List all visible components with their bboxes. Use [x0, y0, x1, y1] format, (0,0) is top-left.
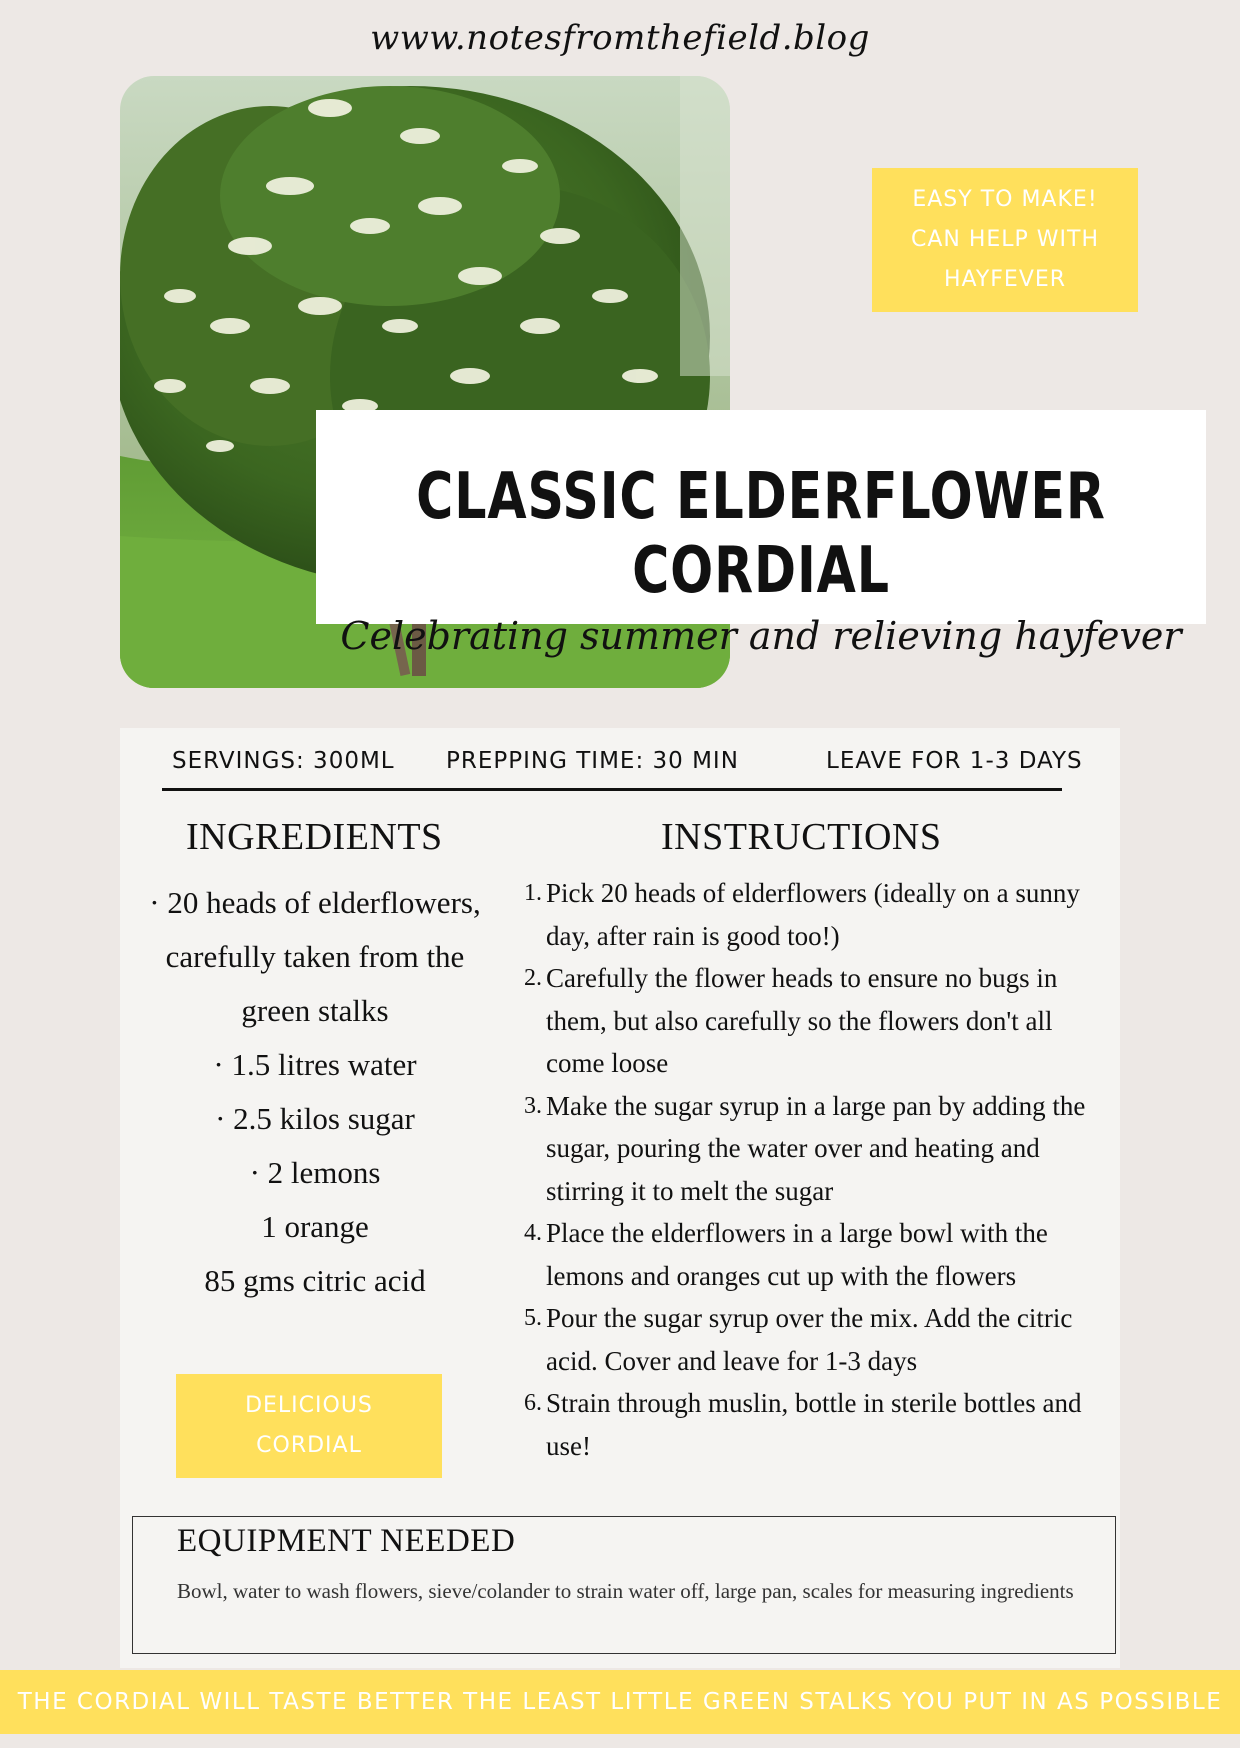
footer-banner: THE CORDIAL WILL TASTE BETTER THE LEAST LITTLE GREEN STALKS YOU PUT IN AS POSSIBLE — [0, 1670, 1240, 1734]
instruction-step — [514, 1382, 1104, 1467]
site-url: www.notesfromthefield.blog — [370, 18, 870, 58]
step-text: Pour the sugar syrup over the mix. Add the citric acid. Cover and leave for 1-3 days — [546, 1303, 1073, 1376]
step-number: 3. — [524, 1092, 542, 1119]
ingredients-heading: INGREDIENTS — [186, 816, 443, 858]
step-number: 5. — [524, 1305, 542, 1331]
badge-line: DELICIOUS — [245, 1393, 373, 1418]
step-number: 2. — [524, 965, 542, 991]
meta-divider — [162, 788, 1062, 791]
step-text: Strain through muslin, bottle in sterile bottles and use! — [546, 1388, 1082, 1461]
title-card — [316, 410, 1206, 658]
ingredient-line: · 2 lemons — [249, 1155, 381, 1190]
ingredient-line: carefully taken from the — [165, 939, 465, 974]
instruction-step — [514, 957, 1104, 1085]
delicious-cordial-badge — [176, 1374, 442, 1478]
step-number: 6. — [524, 1390, 542, 1416]
ingredients-list — [126, 876, 504, 1308]
prep-time-label: PREPPING TIME: 30 MIN — [446, 748, 739, 774]
ingredient-line: green stalks — [241, 993, 389, 1028]
step-number: 4. — [524, 1220, 542, 1246]
instructions-list — [514, 872, 1104, 1467]
ingredient-line: · 2.5 kilos sugar — [215, 1101, 415, 1136]
badge-line: EASY TO MAKE! — [912, 187, 1098, 212]
recipe-title: CLASSIC ELDERFLOWER CORDIAL — [416, 460, 1106, 608]
badge-line: CORDIAL — [256, 1433, 362, 1458]
step-number: 1. — [524, 880, 542, 906]
instruction-step — [514, 1212, 1104, 1297]
instruction-step — [514, 1297, 1104, 1382]
step-text: Place the elderflowers in a large bowl with the lemons and oranges cut up with the flowers — [546, 1218, 1048, 1291]
equipment-box — [132, 1516, 1116, 1654]
servings-label: SERVINGS: 300ML — [172, 748, 395, 774]
badge-line: HAYFEVER — [943, 267, 1067, 292]
leave-time-label: LEAVE FOR 1-3 DAYS — [826, 748, 1083, 774]
recipe-subtitle: Celebrating summer and relieving hayfever — [340, 614, 1182, 658]
equipment-heading: EQUIPMENT NEEDED — [177, 1523, 516, 1559]
ingredient-line: 1 orange — [261, 1209, 369, 1244]
ingredient-line: · 1.5 litres water — [213, 1047, 417, 1082]
equipment-text: Bowl, water to wash flowers, sieve/colander to strain water off, large pan, scales for measuring ingredients — [177, 1579, 1074, 1603]
step-text: Carefully the flower heads to ensure no bugs in them, but also carefully so the flowers don't all come loose — [546, 963, 1058, 1078]
instruction-step — [514, 1085, 1104, 1213]
badge-line: CAN HELP WITH — [910, 227, 1100, 252]
ingredient-line: · 20 heads of elderflowers, — [149, 885, 481, 920]
instructions-heading: INSTRUCTIONS — [661, 816, 942, 858]
easy-to-make-badge — [872, 168, 1138, 312]
instruction-step — [514, 872, 1104, 957]
ingredient-line: 85 gms citric acid — [204, 1263, 426, 1298]
step-text: Pick 20 heads of elderflowers (ideally on a sunny day, after rain is good too!) — [546, 878, 1080, 951]
step-text: Make the sugar syrup in a large pan by adding the sugar, pouring the water over and heating and stirring it to melt the sugar — [546, 1090, 1086, 1206]
